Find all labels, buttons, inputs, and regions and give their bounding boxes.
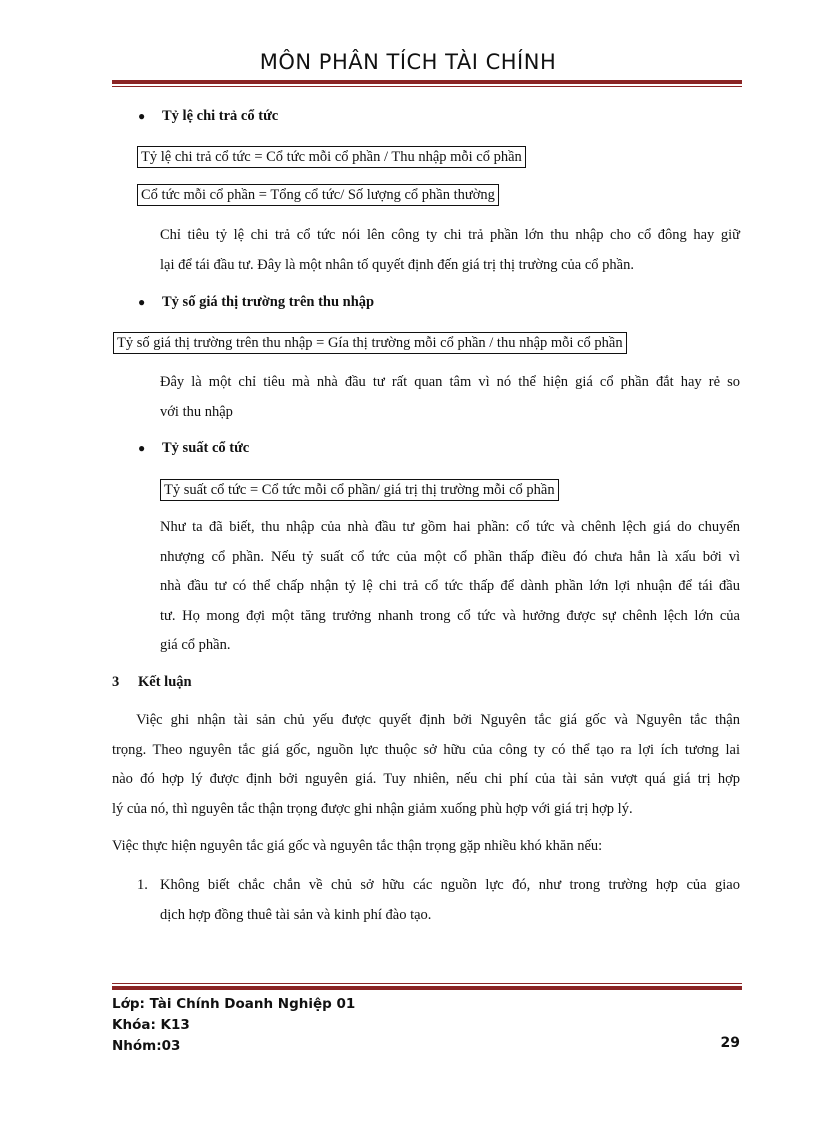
- paragraph-line: nào đó hợp lý được định bởi nguyên giá. Tuy nhiên, nếu chi phí của tài sản vượt quá giá trị hợp: [112, 771, 740, 787]
- list-item-text: [160, 871, 740, 930]
- paragraph-line: tư. Họ mong đợi một tăng trưởng nhanh trong cổ tức và hưởng được sự chênh lệch lớn của: [160, 607, 740, 624]
- paragraph-line: với thu nhập: [160, 403, 233, 420]
- paragraph-line: nhượng cổ phần. Nếu tỷ suất cổ tức của một cổ phần thấp điều đó chưa hẳn là xấu bởi vì: [160, 548, 740, 565]
- paragraph-payout-explanation: [160, 221, 740, 280]
- paragraph-line: Không biết chắc chắn về chủ sở hữu các nguồn lực đó, như trong trường hợp của giao: [160, 877, 740, 893]
- formula-pe-ratio: Tỷ số giá thị trường trên thu nhập = Gía thị trường mỗi cổ phần / thu nhập mỗi cổ phần: [113, 332, 627, 354]
- paragraph-line: dịch hợp đồng thuê tài sản và kinh phí đào tạo.: [160, 906, 432, 923]
- paragraph-difficulties-intro: [112, 832, 740, 862]
- paragraph-line: lại để tái đầu tư. Đây là một nhân tố quyết định đến giá trị thị trường của cổ phần.: [160, 256, 634, 273]
- paragraph-line: Việc thực hiện nguyên tắc giá gốc và nguyên tắc thận trọng gặp nhiều khó khăn nếu:: [112, 838, 603, 854]
- section-title: Kết luận: [138, 674, 192, 690]
- section-number: 3: [112, 674, 120, 690]
- bullet-heading-payout-ratio: [138, 108, 278, 125]
- bullet-icon: ●: [138, 295, 146, 309]
- paragraph-line: giá cổ phần.: [160, 637, 231, 653]
- formula-dividend-per-share: Cổ tức mỗi cổ phần = Tổng cổ tức/ Số lượng cổ phần thường: [137, 184, 499, 206]
- page-number: 29: [720, 1035, 740, 1051]
- footer-course: Khóa: K13: [112, 1017, 190, 1033]
- page-header-title: MÔN PHÂN TÍCH TÀI CHÍNH: [259, 50, 557, 74]
- footer-rule: [112, 983, 742, 990]
- bullet-heading-text: Tỷ lệ chi trả cổ tức: [162, 108, 279, 124]
- formula-dividend-yield: Tỷ suất cổ tức = Cổ tức mỗi cổ phần/ giá trị thị trường mỗi cổ phần: [160, 479, 559, 501]
- paragraph-line: Việc ghi nhận tài sản chủ yếu được quyết định bởi Nguyên tắc giá gốc và Nguyên tắc thận: [112, 712, 740, 728]
- formula-payout-ratio: Tỷ lệ chi trả cổ tức = Cổ tức mỗi cổ phần / Thu nhập mỗi cổ phần: [137, 146, 526, 168]
- footer-info: [112, 994, 355, 1057]
- bullet-icon: ●: [138, 109, 146, 123]
- paragraph-pe-explanation: [160, 368, 740, 427]
- bullet-heading-text: Tỷ suất cổ tức: [162, 440, 250, 456]
- footer-class: Lớp: Tài Chính Doanh Nghiệp 01: [112, 996, 356, 1012]
- section-heading-conclusion: [112, 674, 192, 691]
- bullet-icon: ●: [138, 441, 146, 455]
- paragraph-conclusion: [112, 706, 740, 824]
- header-rule: [112, 80, 742, 87]
- paragraph-yield-explanation: [160, 513, 740, 661]
- footer-group: Nhóm:03: [112, 1038, 181, 1054]
- paragraph-line: nhà đầu tư có thể chấp nhận tỷ lệ chi trả cổ tức thấp để dành phần lớn lợi nhuận để tái đầu: [160, 578, 740, 594]
- list-item-number: 1.: [137, 877, 148, 893]
- paragraph-line: Như ta đã biết, thu nhập của nhà đầu tư gồm hai phần: cổ tức và chênh lệch giá do chuyển: [160, 519, 740, 535]
- paragraph-line: trọng. Theo nguyên tắc giá gốc, nguồn lực thuộc sở hữu của công ty có thể tạo ra lợi ích tương lai: [112, 741, 740, 758]
- paragraph-line: Chỉ tiêu tỷ lệ chi trả cổ tức nói lên công ty chi trả phần lớn thu nhập cho cổ đông hay giữ: [160, 227, 740, 243]
- bullet-heading-text: Tỷ số giá thị trường trên thu nhập: [162, 294, 375, 310]
- bullet-heading-dividend-yield: [138, 440, 249, 457]
- paragraph-line: Đây là một chỉ tiêu mà nhà đầu tư rất quan tâm vì nó thể hiện giá cổ phần đắt hay rẻ so: [160, 374, 740, 390]
- paragraph-line: lý của nó, thì nguyên tắc thận trọng được ghi nhận giảm xuống phù hợp với giá trị hợp lý.: [112, 800, 633, 817]
- bullet-heading-pe-ratio: [138, 294, 374, 311]
